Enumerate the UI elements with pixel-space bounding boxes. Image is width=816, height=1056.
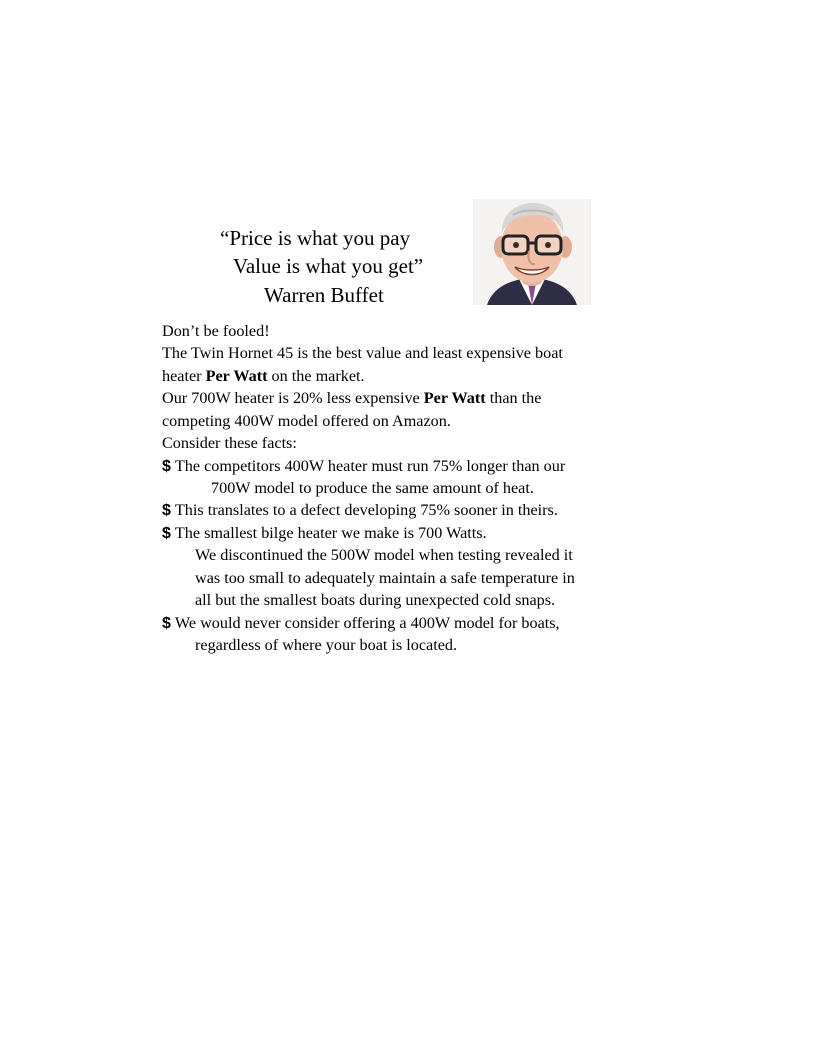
bullet-continuation: We discontinued the 500W model when testing revealed it <box>195 546 573 564</box>
per-watt-emphasis: Per Watt <box>205 367 268 385</box>
intro-line-3-end: on the market. <box>267 367 365 385</box>
bullet-text: This translates to a defect developing 75% sooner in theirs. <box>174 501 558 519</box>
bullet-text: The competitors 400W heater must run 75% longer than our <box>174 457 566 475</box>
quote-line-2: Value is what you get” <box>233 254 424 278</box>
intro-line-4-end: than the <box>485 389 542 407</box>
bullet-continuation: was too small to adequately maintain a safe temperature in <box>195 569 575 587</box>
intro-line-4 <box>162 387 541 410</box>
intro-line-2: The Twin Hornet 45 is the best value and least expensive boat <box>162 344 563 362</box>
intro-line-3-start: heater <box>162 367 206 385</box>
warren-buffet-caricature-icon <box>473 199 591 305</box>
per-watt-emphasis: Per Watt <box>423 389 486 407</box>
list-item <box>162 522 487 546</box>
dollar-bullet-icon: $ <box>162 502 171 519</box>
list-item <box>162 499 558 523</box>
bullet-text: We would never consider offering a 400W model for boats, <box>174 614 560 632</box>
list-item <box>162 612 560 636</box>
bullet-continuation: all but the smallest boats during unexpected cold snaps. <box>195 591 556 609</box>
bullet-continuation: 700W model to produce the same amount of heat. <box>211 479 534 497</box>
intro-line-4-start: Our 700W heater is 20% less expensive <box>162 389 424 407</box>
dollar-bullet-icon: $ <box>162 458 171 475</box>
quote-author: Warren Buffet <box>264 283 384 307</box>
list-item <box>162 455 565 479</box>
quote-line-1: “Price is what you pay <box>220 226 411 250</box>
intro-line-1: Don’t be fooled! <box>162 322 270 340</box>
intro-line-6: Consider these facts: <box>162 434 297 452</box>
intro-line-5: competing 400W model offered on Amazon. <box>162 412 451 430</box>
intro-line-3 <box>162 365 365 388</box>
bullet-continuation: regardless of where your boat is located. <box>195 636 458 654</box>
bullet-text: The smallest bilge heater we make is 700 Watts. <box>174 524 487 542</box>
dollar-bullet-icon: $ <box>162 525 171 542</box>
dollar-bullet-icon: $ <box>162 615 171 632</box>
